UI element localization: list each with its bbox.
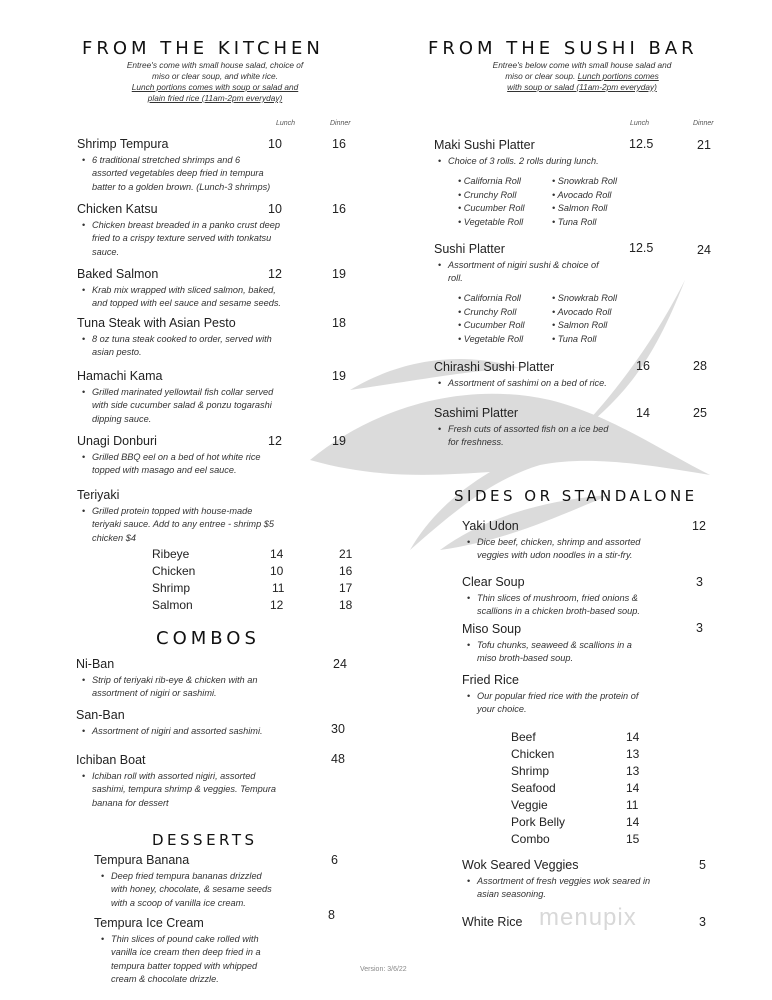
sushi-note-line: miso or clear soup. <box>505 71 578 81</box>
teriyaki-option-lunch: 14 <box>270 547 284 561</box>
roll-option: • Salmon Roll <box>552 320 608 330</box>
lunch-price: 12 <box>268 434 282 448</box>
fried-rice-option-name: Veggie <box>511 798 548 812</box>
kitchen-note-line: miso or clear soup, and white rice. <box>152 71 278 81</box>
fried-rice-option-price: 14 <box>626 815 640 829</box>
sushi-dinner-column-header: Dinner <box>693 120 714 127</box>
menu-item-price: 3 <box>696 575 703 589</box>
menupix-watermark: menupix <box>539 904 637 931</box>
lunch-price: 10 <box>268 202 282 216</box>
kitchen-heading: FROM THE KITCHEN <box>82 38 324 59</box>
lunch-price: 14 <box>636 406 650 420</box>
menu-item-name: Tuna Steak with Asian Pesto <box>77 316 236 330</box>
menu-item-name: Fried Rice <box>462 673 519 687</box>
menu-item-description: • Our popular fried rice with the protein of your choice. <box>465 690 705 717</box>
lunch-price: 10 <box>268 137 282 151</box>
menu-item-name: Tempura Banana <box>94 853 190 867</box>
dinner-price: 24 <box>697 243 711 257</box>
menu-item-description: • Grilled marinated yellowtail fish collar served with side cucumber salad & ponzu togarashi dipping sauce. <box>80 386 330 426</box>
teriyaki-option-dinner: 18 <box>339 598 353 612</box>
version-label: Version: 3/6/22 <box>360 966 407 973</box>
teriyaki-option-name: Ribeye <box>152 547 190 561</box>
dinner-price: 28 <box>693 359 707 373</box>
sushi-note-line: Lunch portions comes <box>577 71 659 81</box>
dinner-price: 16 <box>332 137 346 151</box>
fried-rice-option-price: 14 <box>626 730 640 744</box>
menu-item-name: Hamachi Kama <box>77 369 163 383</box>
menu-item-name: Tempura Ice Cream <box>94 916 204 930</box>
roll-option: • Vegetable Roll <box>458 333 524 344</box>
combos-heading: COMBOS <box>156 628 260 649</box>
fried-rice-option-name: Shrimp <box>511 764 550 778</box>
teriyaki-option-lunch: 11 <box>272 581 285 595</box>
menu-item-description: • 8 oz tuna steak cooked to order, served with asian pesto. <box>80 333 330 360</box>
dinner-price: 18 <box>332 316 346 330</box>
roll-option: • Crunchy Roll <box>458 189 517 200</box>
roll-option: • Avocado Roll <box>552 306 612 317</box>
menu-item-name: Ichiban Boat <box>76 753 146 767</box>
teriyaki-option-lunch: 10 <box>270 564 284 578</box>
menu-item-name: Miso Soup <box>462 622 522 636</box>
fried-rice-option-name: Seafood <box>511 781 556 795</box>
roll-option: • California Roll <box>458 293 521 303</box>
menu-item-description: • Assortment of nigiri sushi & choice of roll. <box>436 259 656 286</box>
menu-item-name: Sushi Platter <box>434 242 505 256</box>
roll-list-left <box>458 175 525 229</box>
menu-item-name: Shrimp Tempura <box>77 137 169 151</box>
menu-item-price: 48 <box>331 752 345 766</box>
sushi-note-line: with soup or salad (11am-2pm everyday) <box>507 82 657 92</box>
menu-item-description: • Grilled protein topped with house-made teriyaki sauce. Add to any entree - shrimp $5 chicken $4 <box>80 505 330 545</box>
lunch-price: 12.5 <box>629 137 654 151</box>
roll-list-right <box>552 175 617 229</box>
teriyaki-option-dinner: 21 <box>339 547 353 561</box>
kitchen-note-line: Entree's come with small house salad, choice of <box>126 60 304 70</box>
fried-rice-option-price: 13 <box>626 747 640 761</box>
fried-rice-option-price: 14 <box>626 781 640 795</box>
menu-item-name: Clear Soup <box>462 575 525 589</box>
teriyaki-option-dinner: 17 <box>339 581 353 595</box>
sushi-lunch-column-header: Lunch <box>630 120 650 127</box>
lunch-price: 16 <box>636 359 650 373</box>
menu-item-name: Sashimi Platter <box>434 406 519 420</box>
menu-item-name: Wok Seared Veggies <box>462 858 579 872</box>
fried-rice-option-name: Chicken <box>511 747 555 761</box>
roll-list-right <box>552 292 617 346</box>
menu-item-name: Maki Sushi Platter <box>434 138 535 152</box>
fried-rice-option-name: Beef <box>511 730 536 744</box>
menu-item-description: • Assortment of sashimi on a bed of rice. <box>436 377 676 390</box>
menu-item-description: • Grilled BBQ eel on a bed of hot white rice topped with masago and eel sauce. <box>80 451 330 478</box>
roll-option: • California Roll <box>458 176 521 186</box>
menu-item-name: San-Ban <box>76 708 125 722</box>
menu-item-name: Yaki Udon <box>462 519 519 533</box>
menu-item-name: White Rice <box>462 915 523 929</box>
menu-item-description: • Deep fried tempura bananas drizzled with honey, chocolate, & sesame seeds with a scoop of vanilla ice cream. <box>99 870 329 910</box>
menu-item-name: Teriyaki <box>77 488 120 502</box>
teriyaki-option-name: Chicken <box>152 564 196 578</box>
menu-item-description: • Thin slices of mushroom, fried onions & scallions in a chicken broth-based soup. <box>465 592 705 619</box>
sushi-bar-note <box>466 60 698 93</box>
menu-item-description: • Krab mix wrapped with sliced salmon, baked, and topped with eel sauce and sesame seeds. <box>80 284 330 311</box>
kitchen-dinner-column-header: Dinner <box>330 120 351 127</box>
menu-item-description: • Dice beef, chicken, shrimp and assorted veggies with udon noodles in a stir-fry. <box>465 536 705 563</box>
teriyaki-option-name: Shrimp <box>152 581 191 595</box>
menu-item-description: • Assortment of nigiri and assorted sashimi. <box>80 725 330 738</box>
roll-option: • Avocado Roll <box>552 189 612 200</box>
kitchen-note-line: plain fried rice (11am-2pm everyday) <box>147 93 283 103</box>
roll-option: • Vegetable Roll <box>458 216 524 227</box>
menu-item-price: 3 <box>699 915 706 929</box>
menu-item-description: • Ichiban roll with assorted nigiri, assorted sashimi, tempura shrimp & veggies. Tempura banana for dessert <box>80 770 330 810</box>
menu-item-price: 30 <box>331 722 345 736</box>
roll-option: • Snowkrab Roll <box>552 176 618 186</box>
desserts-heading: DESSERTS <box>152 831 258 849</box>
teriyaki-option-dinner: 16 <box>339 564 353 578</box>
roll-option: • Salmon Roll <box>552 203 608 213</box>
roll-option: • Snowkrab Roll <box>552 293 618 303</box>
menu-item-price: 8 <box>328 908 335 922</box>
menu-item-description: • Chicken breast breaded in a panko crust deep fried to a crispy texture served with tonkatsu sauce. <box>80 219 330 259</box>
dinner-price: 21 <box>697 138 711 152</box>
roll-list-left <box>458 292 525 346</box>
fried-rice-option-price: 11 <box>626 798 639 812</box>
dinner-price: 19 <box>332 434 346 448</box>
menu-item-price: 6 <box>331 853 338 867</box>
dinner-price: 19 <box>332 267 346 281</box>
fried-rice-option-price: 15 <box>626 832 640 846</box>
menu-item-name: Baked Salmon <box>77 267 159 281</box>
menu-item-name: Unagi Donburi <box>77 434 157 448</box>
menu-item-description: • Thin slices of pound cake rolled with vanilla ice cream then deep fried in a tempura batter topped with whipped cream & chocolate drizzle. <box>99 933 329 986</box>
fried-rice-option-name: Pork Belly <box>511 815 566 829</box>
menu-item-description: • 6 traditional stretched shrimps and 6 assorted vegetables deep fried in tempura batter to a golden brown. (Lunch-3 shrimps) <box>80 154 330 194</box>
fried-rice-option-price: 13 <box>626 764 640 778</box>
menu-item-name: Chicken Katsu <box>77 202 158 216</box>
lunch-price: 12 <box>268 267 282 281</box>
dinner-price: 19 <box>332 369 346 383</box>
menu-item-description: • Choice of 3 rolls. 2 rolls during lunch. <box>436 155 676 168</box>
roll-option: • Crunchy Roll <box>458 306 517 317</box>
lunch-price: 12.5 <box>629 241 654 255</box>
menu-item-price: 24 <box>333 657 347 671</box>
menu-item-description: • Fresh cuts of assorted fish on a ice bed for freshness. <box>436 423 676 450</box>
roll-option: • Tuna Roll <box>552 333 597 344</box>
menu-item-price: 12 <box>692 519 706 533</box>
menu-item-description: • Tofu chunks, seaweed & scallions in a miso broth-based soup. <box>465 639 705 666</box>
teriyaki-option-lunch: 12 <box>270 598 284 612</box>
menu-item-name: Ni-Ban <box>76 657 115 671</box>
menu-item-description: • Assortment of fresh veggies wok seared in asian seasoning. <box>465 875 705 902</box>
sushi-bar-heading: FROM THE SUSHI BAR <box>428 38 698 59</box>
teriyaki-option-name: Salmon <box>152 598 193 612</box>
roll-option: • Cucumber Roll <box>458 320 525 330</box>
menu-item-name: Chirashi Sushi Platter <box>434 360 555 374</box>
menu-item-price: 5 <box>699 858 706 872</box>
dinner-price: 16 <box>332 202 346 216</box>
sides-heading: SIDES OR STANDALONE <box>454 487 698 505</box>
menu-item-price: 3 <box>696 621 703 635</box>
menu-item-description: • Strip of teriyaki rib-eye & chicken with an assortment of nigiri or sashimi. <box>80 674 330 701</box>
fried-rice-option-name: Combo <box>511 832 550 846</box>
kitchen-lunch-column-header: Lunch <box>276 120 296 127</box>
roll-option: • Cucumber Roll <box>458 203 525 213</box>
roll-option: • Tuna Roll <box>552 216 597 227</box>
dinner-price: 25 <box>693 406 707 420</box>
kitchen-note-line: Lunch portions comes with soup or salad and <box>131 82 299 92</box>
sushi-note-line: Entree's below come with small house salad and <box>492 60 672 70</box>
kitchen-note <box>100 60 330 104</box>
